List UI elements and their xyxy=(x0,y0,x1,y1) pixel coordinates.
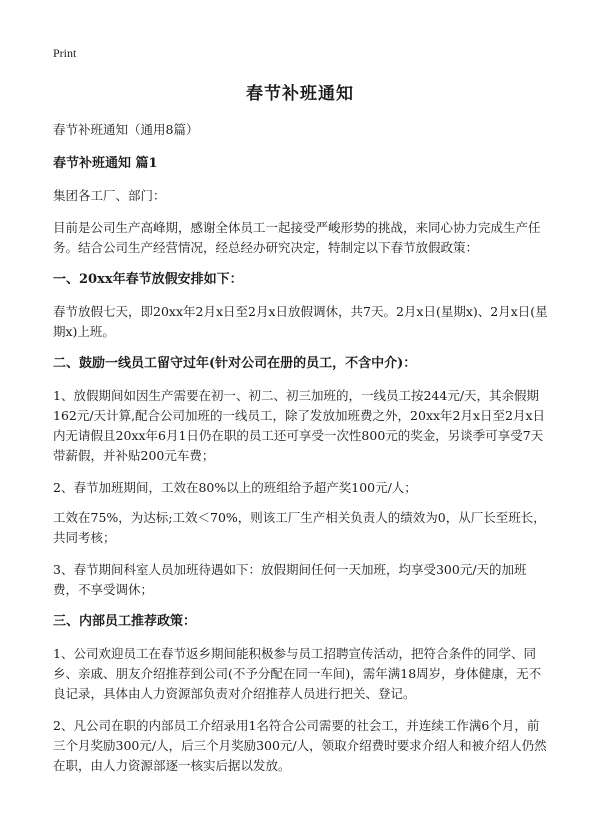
frontline-paragraph-4: 3、春节期间科室人员加班待遇如下：放假期间任何一天加班，均享受300元/天的加班费，不享受调休； xyxy=(53,562,527,597)
referral-paragraph-2: 2、凡公司在职的内部员工介绍录用1名符合公司需要的社会工，并连续工作满6个月，前三个月奖励300元/人，后三个月奖励300元/人，领取介绍费时要求介绍人和被介绍人仍然在职，由人力资源部逐一核实后据以发放。 xyxy=(53,718,547,773)
section-title: 春节补班通知 篇1 xyxy=(53,156,158,171)
document-subtitle: 春节补班通知（通用8篇） xyxy=(53,122,199,137)
heading-holiday-schedule: 一、20xx年春节放假安排如下： xyxy=(53,272,243,287)
referral-paragraph-1: 1、公司欢迎员工在春节返乡期间能积极参与员工招聘宣传活动，把符合条件的同学、同乡、亲戚、朋友介绍推荐到公司(不予分配在同一车间)，需年满18周岁，身体健康，无不良记录，具体由人力资源部负责对介绍推荐人员进行把关、登记。 xyxy=(53,646,542,701)
frontline-paragraph-2: 2、春节加班期间，工效在80%以上的班组给予超产奖100元/人； xyxy=(53,480,417,495)
document-body xyxy=(53,120,551,788)
print-link[interactable]: Print xyxy=(53,46,77,60)
frontline-paragraph-1: 1、放假期间如因生产需要在初一、初二、初三加班的，一线员工按244元/天，其余假期162元/天计算,配合公司加班的一线员工，除了发放加班费之外，20xx年2月x日至2月x日内无请假且20xx年6月1日仍在职的员工还可享受一次性800元的奖金，另谈季可享受7天带薪假，并补贴200元车费； xyxy=(53,388,546,463)
intro-paragraph: 目前是公司生产高峰期，感谢全体员工一起接受严峻形势的挑战，来同心协力完成生产任务。结合公司生产经营情况，经总经办研究决定，特制定以下春节放假政策： xyxy=(53,220,541,255)
page-title: 春节补班通知 xyxy=(246,84,354,104)
frontline-paragraph-3: 工效在75%，为达标;工效＜70%，则该工厂生产相关负责人的绩效为0，从厂长至班长，共同考核； xyxy=(53,510,546,545)
heading-referral-policy: 三、内部员工推荐政策： xyxy=(53,614,197,629)
greeting: 集团各工厂、部门： xyxy=(53,188,166,203)
holiday-schedule-paragraph: 春节放假七天，即20xx年2月x日至2月x日放假调休，共7天。2月x日(星期x)、2月x日(星期x)上班。 xyxy=(53,304,548,339)
heading-frontline-incentive: 二、鼓励一线员工留守过年(针对公司在册的员工，不含中介)： xyxy=(53,356,417,371)
